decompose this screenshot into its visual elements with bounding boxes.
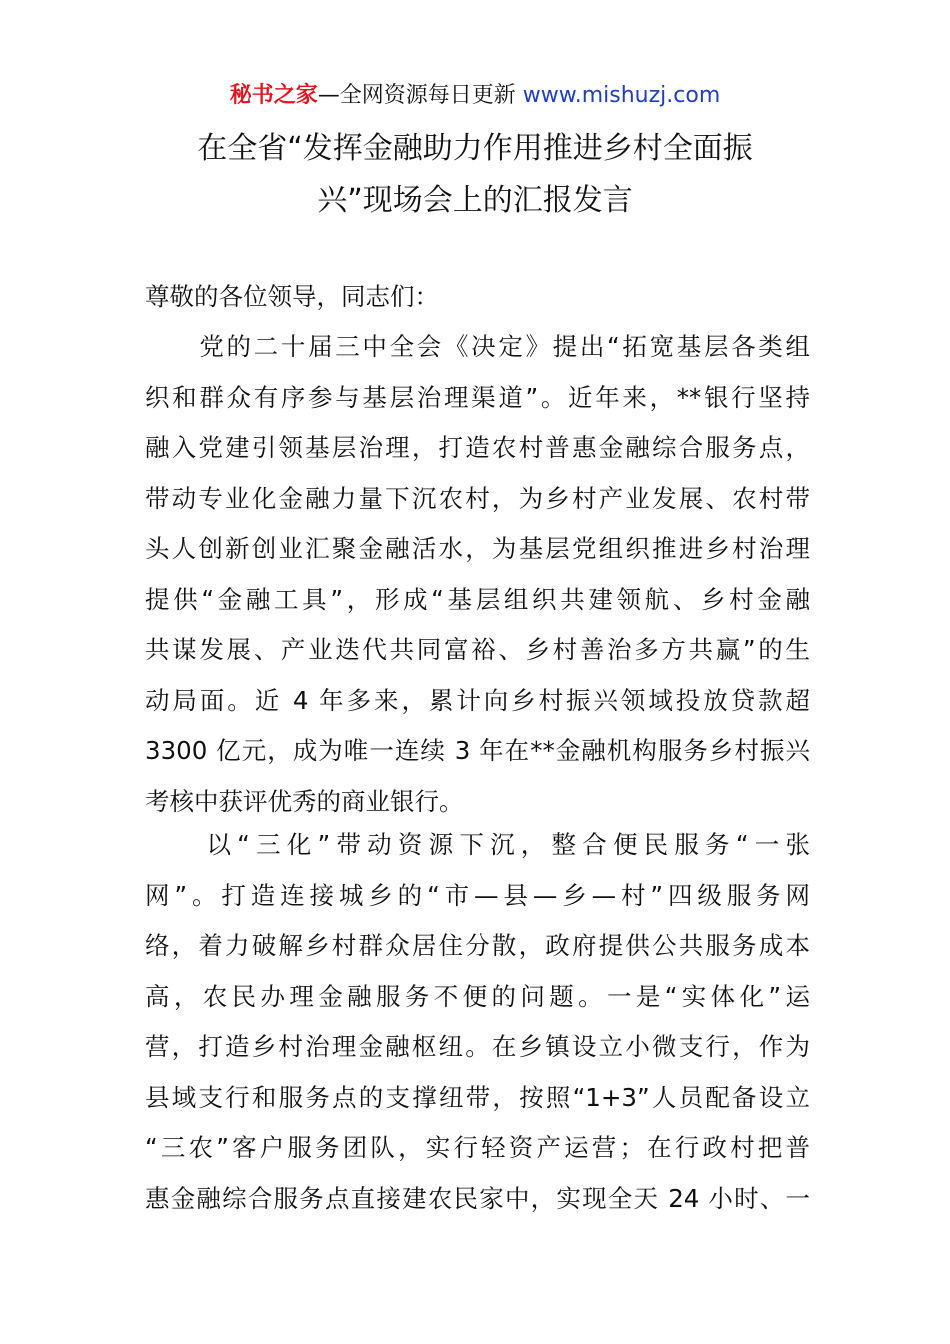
paragraph-line: 织和群众有序参与基层治理渠道”。近年来，**银行坚持 xyxy=(145,382,810,412)
paragraph-line: 头人创新创业汇聚金融活水，为基层党组织推进乡村治理 xyxy=(145,534,810,563)
title-line-1: 在全省“发挥金融助力作用推进乡村全面振 xyxy=(197,131,753,166)
paragraph-line: 营，打造乡村治理金融枢纽。在乡镇设立小微支行，作为 xyxy=(145,1032,810,1061)
paragraph-line: 县域支行和服务点的支撑纽带，按照“1+3”人员配备设立 xyxy=(145,1082,810,1112)
paragraph-line: 党的二十届三中全会《决定》提出“拓宽基层各类组 xyxy=(145,332,810,361)
page-header xyxy=(0,80,950,112)
paragraph-line: 网”。打造连接城乡的“市—县—乡—村”四级服务网 xyxy=(145,880,810,910)
paragraph-line: 络，着力破解乡村群众居住分散，政府提供公共服务成本 xyxy=(145,931,810,960)
paragraph-2 xyxy=(145,820,810,1224)
paragraph-line: 带动专业化金融力量下沉农村，为乡村产业发展、农村带 xyxy=(145,483,810,513)
salutation: 尊敬的各位领导，同志们： xyxy=(145,282,439,311)
paragraph-line: 动局面。近 4 年多来，累计向乡村振兴领域投放贷款超 xyxy=(145,685,810,715)
paragraph-line: 提供“金融工具”，形成“基层组织共建领航、乡村金融 xyxy=(145,584,810,614)
title-line-2: 兴”现场会上的汇报发言 xyxy=(317,183,633,218)
paragraph-line: 以“三化”带动资源下沉，整合便民服务“一张 xyxy=(145,830,810,859)
paragraph-line: 共谋发展、产业迭代共同富裕、乡村善治多方共赢”的生 xyxy=(145,635,810,664)
brand-name: 秘书之家 xyxy=(229,83,318,108)
paragraph-line: 惠金融综合服务点直接建农民家中，实现全天 24 小时、一 xyxy=(145,1183,810,1213)
header-tagline: —全网资源每日更新 xyxy=(317,83,523,108)
paragraph-line: “三农”客户服务团队，实行轻资产运营；在行政村把普 xyxy=(145,1133,810,1162)
paragraph-line: 融入党建引领基层治理，打造农村普惠金融综合服务点， xyxy=(145,433,810,462)
paragraph-line: 考核中获评优秀的商业银行。 xyxy=(145,786,464,816)
document-title xyxy=(0,123,950,227)
paragraph-1 xyxy=(145,322,810,827)
site-url[interactable]: www.mishuzj.com xyxy=(522,83,721,108)
paragraph-line: 高，农民办理金融服务不便的问题。一是“实体化”运 xyxy=(145,981,810,1011)
paragraph-line: 3300 亿元，成为唯一连续 3 年在**金融机构服务乡村振兴 xyxy=(145,736,810,765)
